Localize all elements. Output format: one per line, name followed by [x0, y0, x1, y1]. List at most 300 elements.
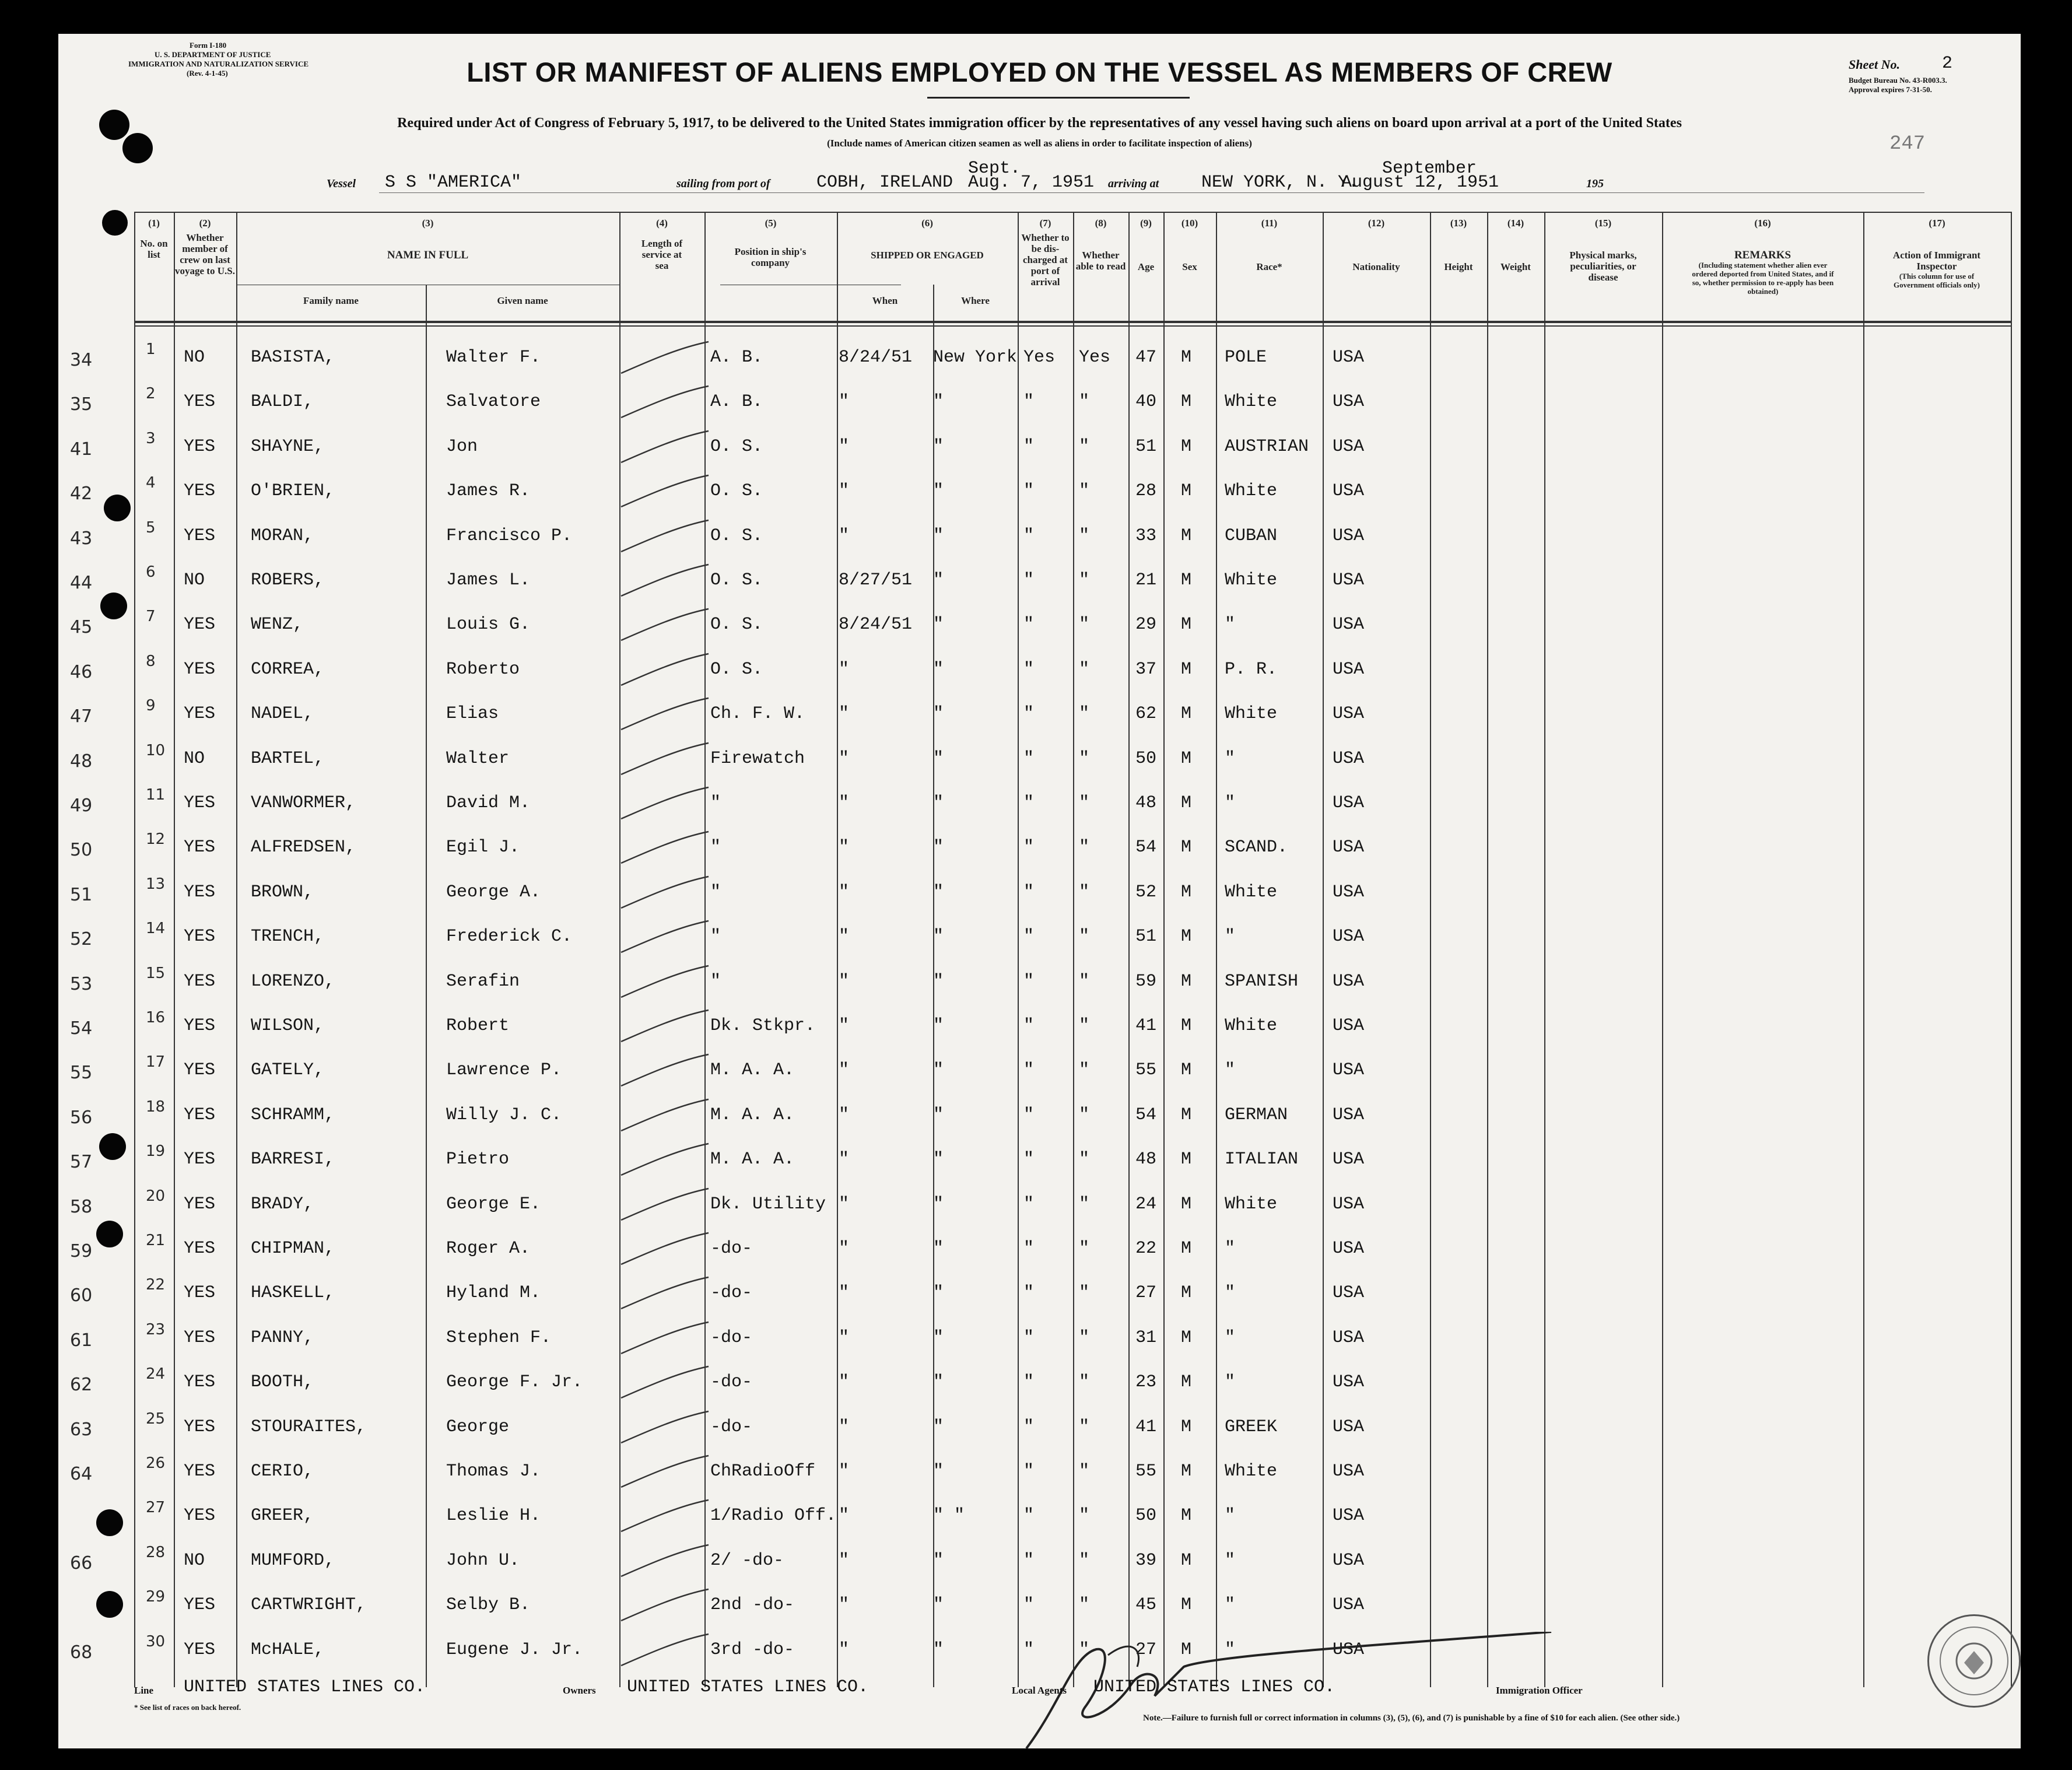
cell-row-number: 21 [146, 1232, 166, 1249]
cell-discharged: " [1023, 1283, 1035, 1303]
cell-discharged: " [1023, 927, 1035, 947]
cell-family-name: O'BRIEN, [251, 481, 335, 502]
cell-sex: M [1181, 659, 1192, 679]
penalty-note: Note.—Failure to furnish full or correct information in columns (3), (5), (6), and (7) is punishable by a fine of $10 for each alien. (See other side.) [1143, 1713, 1680, 1723]
col-label: Physical marks, peculiarities, or disease [1569, 250, 1637, 283]
cell-given-name: George F. Jr. [446, 1372, 583, 1393]
subtitle: Required under Act of Congress of February 5, 1917, to be delivered to the United States immigration officer by the representatives of any vessel having such aliens on board upon arrival at a port of the United States [397, 115, 1682, 131]
table-row [58, 1184, 2021, 1228]
cell-shipped-where: " [933, 1060, 944, 1081]
cell-nationality: USA [1333, 971, 1365, 991]
table-row [58, 1228, 2021, 1273]
service-check-mark [604, 516, 720, 560]
cell-able-to-read: " [1079, 1417, 1090, 1437]
cell-given-name: Eugene J. Jr. [446, 1639, 583, 1660]
col-label: Age [1137, 261, 1155, 272]
col-number: (5) [765, 218, 777, 229]
cell-race: White [1225, 1461, 1278, 1481]
agents-label: Local Agents [1012, 1685, 1067, 1696]
cell-given-name: Walter [446, 748, 510, 769]
cell-discharged: " [1023, 837, 1035, 858]
cell-able-to-read: Yes [1079, 348, 1111, 367]
cell-last-voyage: YES [184, 882, 216, 902]
cell-age: 48 [1135, 793, 1157, 813]
cell-shipped-where: " [933, 392, 944, 412]
cell-row-number: 13 [146, 875, 166, 893]
cell-given-name: Thomas J. [446, 1461, 541, 1481]
service-check-mark [604, 381, 720, 426]
service-check-mark [604, 1362, 720, 1406]
cell-family-name: VANWORMER, [251, 793, 356, 813]
table-row [58, 604, 2021, 649]
cell-age: 54 [1135, 837, 1157, 858]
service-check-mark [604, 1585, 720, 1629]
cell-race: " [1225, 1639, 1236, 1660]
cell-margin-number: 45 [70, 617, 93, 638]
cell-margin-number: 55 [70, 1063, 93, 1084]
cell-race: POLE [1225, 348, 1267, 367]
page-title: LIST OR MANIFEST OF ALIENS EMPLOYED ON THE VESSEL AS MEMBERS OF CREW [467, 57, 1612, 87]
cell-nationality: USA [1333, 1283, 1365, 1303]
cell-sex: M [1181, 1016, 1192, 1036]
cell-sex: M [1181, 971, 1192, 991]
cell-last-voyage: YES [184, 1372, 216, 1393]
col15-header [1544, 218, 1662, 283]
cell-able-to-read: " [1079, 436, 1090, 457]
cell-family-name: BRADY, [251, 1194, 314, 1214]
cell-shipped-when: " [839, 971, 850, 991]
col-label: SHIPPED OR ENGAGED [871, 250, 984, 261]
cell-given-name: Willy J. C. [446, 1105, 562, 1125]
cell-given-name: George E. [446, 1194, 541, 1214]
col-label: Race* [1256, 261, 1282, 272]
cell-able-to-read: " [1079, 882, 1090, 902]
col14-header [1487, 218, 1544, 272]
cell-sex: M [1181, 392, 1192, 412]
service-check-mark [604, 783, 720, 827]
cell-family-name: HASKELL, [251, 1283, 335, 1303]
cell-able-to-read: " [1079, 1639, 1090, 1660]
cell-margin-number: 41 [70, 439, 93, 460]
cell-position: " [710, 882, 721, 902]
cell-nationality: USA [1333, 793, 1365, 813]
cell-shipped-where: " [933, 1550, 944, 1571]
cell-margin-number: 48 [70, 751, 93, 772]
cell-family-name: ALFREDSEN, [251, 837, 356, 858]
table-row [58, 381, 2021, 426]
cell-family-name: NADEL, [251, 704, 314, 724]
table-row [58, 516, 2021, 560]
cell-margin-number: 34 [70, 350, 93, 370]
service-check-mark [604, 1184, 720, 1228]
cell-shipped-when: " [839, 882, 850, 902]
arrival-port: NEW YORK, N. Y. [1201, 173, 1359, 192]
cell-discharged: " [1023, 392, 1035, 412]
cell-race: " [1225, 748, 1236, 769]
col-label: Whether able to read [1075, 250, 1126, 272]
eagle-seal-icon [1929, 1616, 2019, 1706]
cell-shipped-where: " [933, 1283, 944, 1303]
service-check-mark [604, 1495, 720, 1540]
cell-discharged: " [1023, 436, 1035, 457]
col-label: Length of service at sea [641, 238, 683, 271]
cell-age: 59 [1135, 971, 1157, 991]
cell-margin-number: 46 [70, 661, 93, 682]
cell-discharged: " [1023, 615, 1035, 635]
cell-given-name: Jon [446, 436, 478, 457]
cell-last-voyage: YES [184, 1060, 216, 1081]
cell-shipped-when: " [839, 659, 850, 679]
cell-row-number: 10 [146, 741, 166, 759]
cell-last-voyage: YES [184, 1239, 216, 1259]
cell-race: White [1225, 1016, 1278, 1036]
cell-able-to-read: " [1079, 1149, 1090, 1170]
col-number: (6) [921, 218, 933, 229]
cell-age: 41 [1135, 1417, 1157, 1437]
cell-family-name: STOURAITES, [251, 1417, 367, 1437]
cell-last-voyage: NO [184, 748, 205, 769]
col4-header [619, 218, 704, 271]
manifest-sheet [58, 34, 2021, 1748]
cell-able-to-read: " [1079, 704, 1090, 724]
cell-last-voyage: YES [184, 481, 216, 502]
cell-age: 55 [1135, 1461, 1157, 1481]
cell-race: SCAND. [1225, 837, 1288, 858]
service-check-mark [604, 1273, 720, 1317]
table-row [58, 1451, 2021, 1495]
cell-able-to-read: " [1079, 1372, 1090, 1393]
cell-last-voyage: YES [184, 704, 216, 724]
cell-last-voyage: NO [184, 348, 205, 367]
when-subheader: When [872, 295, 898, 306]
cell-able-to-read: " [1079, 1016, 1090, 1036]
title-underline [927, 97, 1190, 99]
vessel-underline [379, 192, 1924, 193]
cell-nationality: USA [1333, 570, 1365, 590]
cell-race: ITALIAN [1225, 1149, 1299, 1170]
cell-family-name: McHALE, [251, 1639, 325, 1660]
cell-nationality: USA [1333, 837, 1365, 858]
cell-shipped-when: " [839, 525, 850, 546]
cell-row-number: 17 [146, 1053, 166, 1071]
col-number: (10) [1181, 218, 1198, 229]
cell-row-number: 3 [146, 429, 156, 447]
cell-family-name: BARRESI, [251, 1149, 335, 1170]
cell-sex: M [1181, 1239, 1192, 1259]
cell-row-number: 5 [146, 518, 156, 537]
cell-margin-number: 56 [70, 1107, 93, 1128]
cell-able-to-read: " [1079, 971, 1090, 991]
arrival-date-correction: September [1382, 159, 1477, 178]
cell-last-voyage: YES [184, 1506, 216, 1526]
cell-last-voyage: YES [184, 1194, 216, 1214]
service-check-mark [604, 1095, 720, 1139]
cell-shipped-where: " [933, 570, 944, 590]
cell-nationality: USA [1333, 704, 1365, 724]
cell-age: 50 [1135, 748, 1157, 769]
cell-family-name: MORAN, [251, 525, 314, 546]
service-check-mark [604, 827, 720, 871]
cell-discharged: " [1023, 570, 1035, 590]
cell-shipped-where: " " [933, 1506, 965, 1526]
cell-shipped-when: " [839, 436, 850, 457]
cell-sex: M [1181, 1506, 1192, 1526]
col-number: (9) [1140, 218, 1152, 229]
cell-row-number: 4 [146, 474, 156, 492]
cell-shipped-when: " [839, 481, 850, 502]
cell-sex: M [1181, 1595, 1192, 1615]
cell-race: White [1225, 481, 1278, 502]
cell-row-number: 6 [146, 563, 156, 581]
table-row [58, 693, 2021, 738]
cell-shipped-when: " [839, 1327, 850, 1348]
cell-age: 41 [1135, 1016, 1157, 1036]
cell-age: 51 [1135, 436, 1157, 457]
cell-shipped-when: " [839, 1506, 850, 1526]
cell-able-to-read: " [1079, 1060, 1090, 1081]
cell-family-name: MUMFORD, [251, 1550, 335, 1571]
cell-sex: M [1181, 748, 1192, 769]
cell-position: -do- [710, 1327, 753, 1348]
cell-sex: M [1181, 1283, 1192, 1303]
cell-discharged: " [1023, 971, 1035, 991]
cell-row-number: 15 [146, 964, 166, 982]
cell-margin-number: 59 [70, 1241, 93, 1261]
cell-row-number: 9 [146, 697, 156, 715]
cell-able-to-read: " [1079, 1506, 1090, 1526]
cell-age: 29 [1135, 615, 1157, 635]
cell-last-voyage: YES [184, 1105, 216, 1125]
cell-last-voyage: YES [184, 971, 216, 991]
cell-position: O. S. [710, 615, 763, 635]
department: U. S. DEPARTMENT OF JUSTICE [155, 50, 271, 59]
cell-shipped-where: " [933, 1639, 944, 1660]
cell-race: AUSTRIAN [1225, 436, 1309, 457]
service-check-mark [604, 1228, 720, 1273]
cell-nationality: USA [1333, 1105, 1365, 1125]
cell-last-voyage: YES [184, 1417, 216, 1437]
table-row [58, 649, 2021, 693]
cell-margin-number: 51 [70, 884, 93, 905]
cell-position: -do- [710, 1283, 753, 1303]
cell-shipped-when: " [839, 1417, 850, 1437]
cell-age: 28 [1135, 481, 1157, 502]
cell-nationality: USA [1333, 1194, 1365, 1214]
cell-nationality: USA [1333, 659, 1365, 679]
cell-shipped-when: " [839, 1639, 850, 1660]
cell-row-number: 14 [146, 920, 166, 938]
cell-family-name: SCHRAMM, [251, 1105, 335, 1125]
cell-shipped-where: " [933, 1149, 944, 1170]
cell-margin-number: 35 [70, 394, 93, 415]
cell-age: 50 [1135, 1506, 1157, 1526]
table-row [58, 1273, 2021, 1317]
cell-margin-number: 47 [70, 706, 93, 727]
cell-sex: M [1181, 1194, 1192, 1214]
cell-given-name: Egil J. [446, 837, 520, 858]
cell-last-voyage: YES [184, 1327, 216, 1348]
service-check-mark [604, 1050, 720, 1094]
cell-race: White [1225, 570, 1278, 590]
table-row [58, 1095, 2021, 1139]
page-stamp: 247 [1889, 133, 1926, 155]
cell-last-voyage: YES [184, 793, 216, 813]
cell-margin-number: 63 [70, 1419, 93, 1440]
service-check-mark [604, 649, 720, 693]
cell-nationality: USA [1333, 348, 1365, 367]
cell-position: -do- [710, 1417, 753, 1437]
cell-given-name: David M. [446, 793, 531, 813]
cell-shipped-where: " [933, 1372, 944, 1393]
cell-age: 37 [1135, 659, 1157, 679]
col13-header [1430, 218, 1487, 272]
cell-position: 2nd -do- [710, 1595, 795, 1615]
cell-position: ChRadioOff [710, 1461, 816, 1481]
cell-age: 47 [1135, 348, 1157, 367]
col-label: Height [1444, 261, 1473, 272]
cell-shipped-where: " [933, 1239, 944, 1259]
service-check-mark [604, 337, 720, 381]
cell-row-number: 23 [146, 1320, 166, 1338]
cell-shipped-when: " [839, 748, 850, 769]
inspector-note: (This column for use of Government officials only) [1893, 272, 1980, 289]
cell-able-to-read: " [1079, 1327, 1090, 1348]
table-row [58, 1005, 2021, 1050]
cell-sex: M [1181, 348, 1192, 367]
form-revision: (Rev. 4-1-45) [187, 69, 228, 78]
col-number: (2) [199, 218, 211, 229]
cell-margin-number: 50 [70, 840, 93, 861]
cell-sex: M [1181, 1639, 1192, 1660]
cell-position: A. B. [710, 348, 763, 367]
cell-margin-number: 60 [70, 1285, 93, 1306]
cell-last-voyage: YES [184, 837, 216, 858]
cell-row-number: 18 [146, 1098, 166, 1116]
table-row [58, 827, 2021, 871]
cell-shipped-where: " [933, 1327, 944, 1348]
cell-race: " [1225, 615, 1236, 635]
cell-family-name: GATELY, [251, 1060, 325, 1081]
cell-shipped-when: " [839, 1149, 850, 1170]
service-check-mark [604, 1407, 720, 1451]
cell-margin-number: 58 [70, 1196, 93, 1217]
col-number: (11) [1261, 218, 1278, 229]
table-row [58, 1317, 2021, 1362]
cell-family-name: CORREA, [251, 659, 325, 679]
cell-discharged: " [1023, 1239, 1035, 1259]
cell-discharged: " [1023, 1149, 1035, 1170]
cell-family-name: CARTWRIGHT, [251, 1595, 367, 1615]
cell-row-number: 27 [146, 1499, 166, 1517]
cell-discharged: " [1023, 1550, 1035, 1571]
approval-expires: Approval expires 7-31-50. [1849, 85, 1932, 94]
cell-family-name: GREER, [251, 1506, 314, 1526]
cell-row-number: 1 [146, 341, 156, 358]
table-row [58, 426, 2021, 471]
cell-given-name: James R. [446, 481, 531, 502]
table-row [58, 1407, 2021, 1451]
cell-margin-number: 49 [70, 795, 93, 816]
cell-shipped-when: " [839, 793, 850, 813]
service-check-mark [604, 738, 720, 783]
cell-shipped-when: 8/27/51 [839, 570, 913, 590]
cell-nationality: USA [1333, 481, 1365, 502]
col-label: REMARKS [1734, 249, 1791, 261]
cell-race: White [1225, 882, 1278, 902]
cell-margin-number: 66 [70, 1552, 93, 1573]
cell-sex: M [1181, 615, 1192, 635]
cell-able-to-read: " [1079, 525, 1090, 546]
cell-able-to-read: " [1079, 1595, 1090, 1615]
cell-shipped-when: " [839, 1105, 850, 1125]
cell-sex: M [1181, 1417, 1192, 1437]
cell-last-voyage: YES [184, 615, 216, 635]
cell-position: M. A. A. [710, 1149, 795, 1170]
cell-given-name: Frederick C. [446, 927, 573, 947]
cell-position: " [710, 927, 721, 947]
cell-race: " [1225, 793, 1236, 813]
cell-family-name: BOOTH, [251, 1372, 314, 1393]
table-row [58, 961, 2021, 1005]
cell-discharged: " [1023, 1105, 1035, 1125]
cell-given-name: Roger A. [446, 1239, 531, 1259]
table-row [58, 1495, 2021, 1540]
cell-shipped-where: New York [933, 348, 1018, 367]
cell-nationality: USA [1333, 1016, 1365, 1036]
table-row [58, 337, 2021, 381]
cell-shipped-when: " [839, 1016, 850, 1036]
cell-nationality: USA [1333, 392, 1365, 412]
cell-family-name: TRENCH, [251, 927, 325, 947]
cell-shipped-where: " [933, 748, 944, 769]
remarks-note: (Including statement whether alien ever ordered deported from United States, and if so, whether permission to re-apply has been obtained) [1692, 261, 1834, 296]
cell-position: " [710, 971, 721, 991]
col1-header [134, 218, 174, 260]
service-check-mark [604, 426, 720, 471]
cell-given-name: Serafin [446, 971, 520, 991]
cell-row-number: 25 [146, 1410, 166, 1428]
service-check-mark [604, 1317, 720, 1362]
cell-last-voyage: NO [184, 570, 205, 590]
cell-sex: M [1181, 1149, 1192, 1170]
cell-last-voyage: YES [184, 1016, 216, 1036]
line-name: UNITED STATES LINES CO. [184, 1677, 426, 1697]
cell-sex: M [1181, 1105, 1192, 1125]
customs-seal-stamp [1927, 1614, 2021, 1708]
line-label: Line [134, 1685, 154, 1696]
cell-row-number: 2 [146, 385, 156, 403]
cell-position: M. A. A. [710, 1105, 795, 1125]
cell-able-to-read: " [1079, 927, 1090, 947]
budget-bureau: Budget Bureau No. 43-R003.3. [1849, 76, 1947, 85]
race-footnote: * See list of races on back hereof. [134, 1703, 241, 1712]
cell-able-to-read: " [1079, 1283, 1090, 1303]
cell-discharged: " [1023, 1639, 1035, 1660]
cell-discharged: " [1023, 659, 1035, 679]
cell-shipped-where: " [933, 971, 944, 991]
cell-given-name: Walter F. [446, 348, 541, 367]
cell-race: GERMAN [1225, 1105, 1288, 1125]
cell-sex: M [1181, 525, 1192, 546]
cell-position: O. S. [710, 525, 763, 546]
cell-age: 22 [1135, 1239, 1157, 1259]
cell-able-to-read: " [1079, 748, 1090, 769]
cell-family-name: CHIPMAN, [251, 1239, 335, 1259]
cell-shipped-when: 8/24/51 [839, 348, 913, 367]
cell-given-name: Francisco P. [446, 525, 573, 546]
cell-sex: M [1181, 481, 1192, 502]
cell-margin-number: 64 [70, 1464, 93, 1484]
